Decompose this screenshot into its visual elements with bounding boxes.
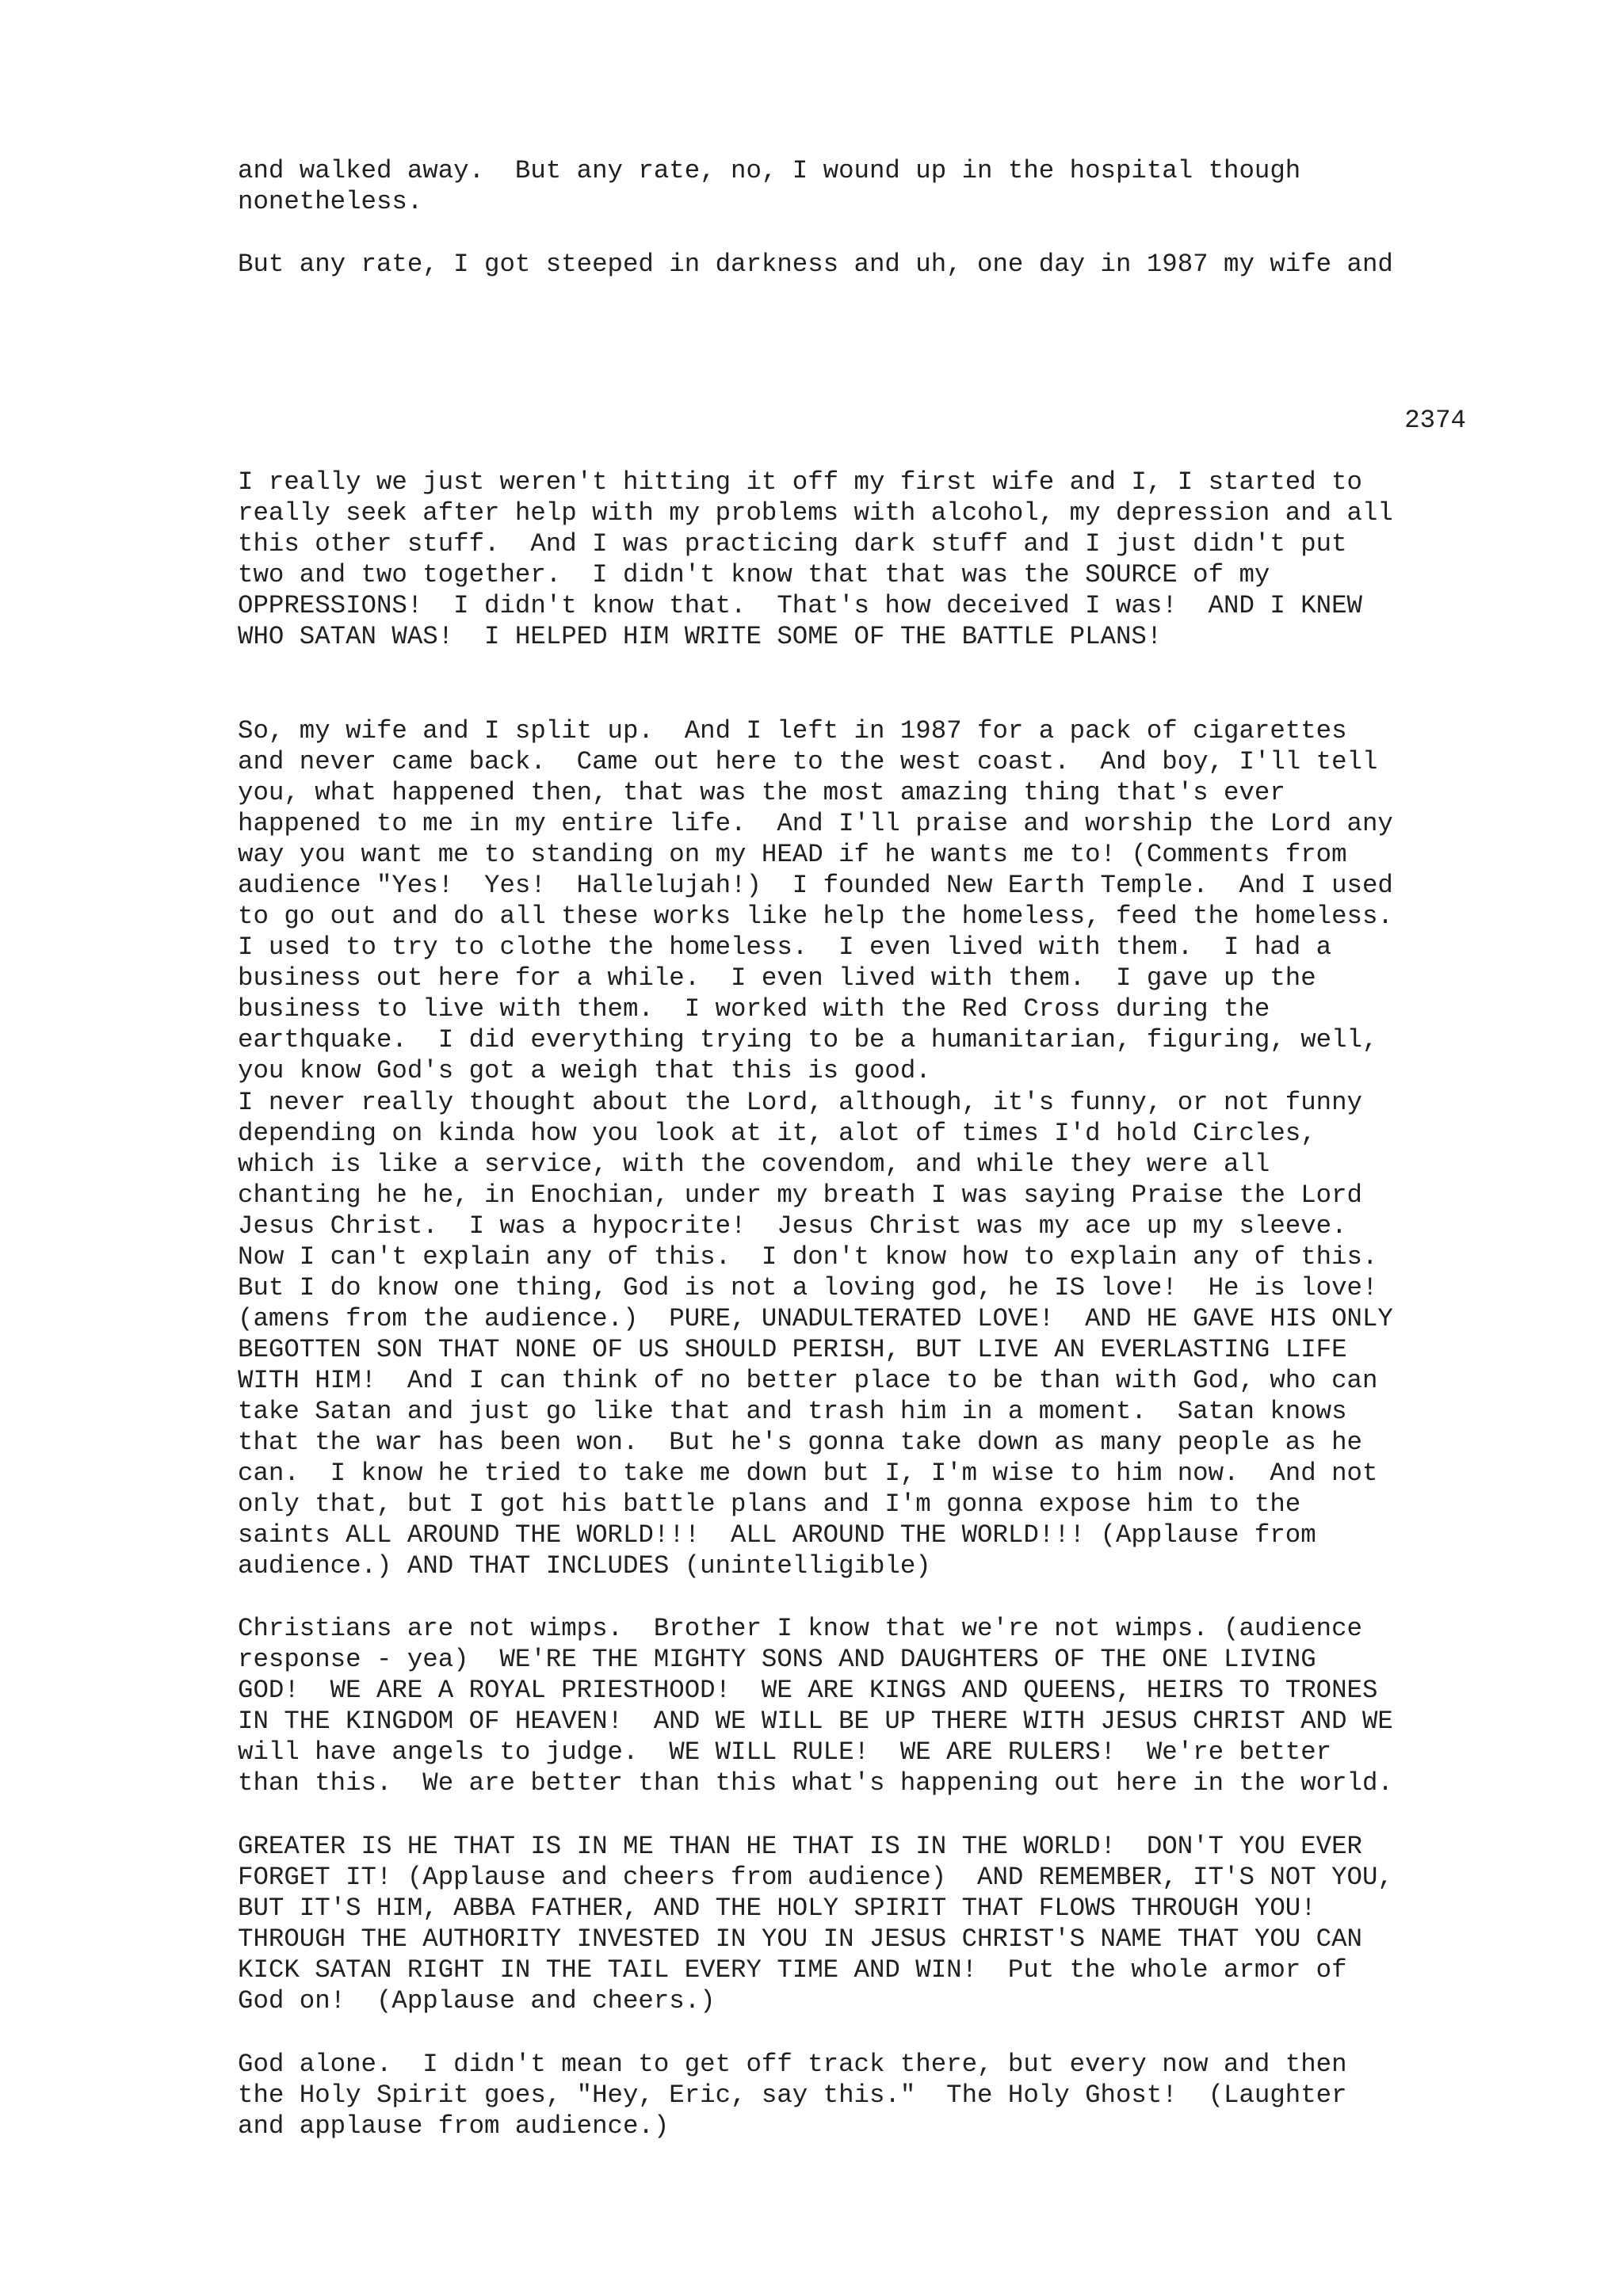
paragraph-circles: I never really thought about the Lord, although, it's funny, or not funny depending on kinda how you look at it, alot of times I'd hold Circles, which is like a service, with the covendom, and while they were all chanting he he, in Enochian, under my breath I was saying Praise the Lord Jesus Christ. I was a hypocrite! Jesus Christ was my ace up my sleeve. Now I can't explain any of this. I don't know how to explain any of this. But I do know one thing, God is not a loving god, he IS love! He is love! (amens from the audience.) PURE, UNADULTERATED LOVE! AND HE GAVE HIS ONLY BEGOTTEN SON THAT NONE OF US SHOULD PERISH, BUT LIVE AN EVERLASTING LIFE WITH HIM! And I can think of no better place to be than with God, who can take Satan and just go like that and trash him in a moment. Satan knows that the war has been won. But he's gonna take down as many people as he can. I know he tried to take me down but I, I'm wise to him now. And not only that, but I got his battle plans and I'm gonna expose him to the saints ALL AROUND THE WORLD!!! ALL AROUND THE WORLD!!! (Applause from audience.) AND THAT INCLUDES (unintelligible) — [238, 1088, 1393, 1581]
paragraph-first-wife: I really we just weren't hitting it off my first wife and I, I started to really seek after help with my problems with alcohol, my depression and all this other stuff. And I was practicing dark stuff and I just didn't put two and two together. I didn't know that that was the SOURCE of my OPPRESSIONS! I didn't know that. That's how deceived I was! AND I KNEW WHO SATAN WAS! I HELPED HIM WRITE SOME OF THE BATTLE PLANS! — [238, 467, 1393, 651]
paragraph-greater-is-he: GREATER IS HE THAT IS IN ME THAN HE THAT IS IN THE WORLD! DON'T YOU EVER FORGET IT! (Applause and cheers from audience) AND REMEMBER, IT'S NOT YOU, BUT IT'S HIM, ABBA FATHER, AND THE HOLY SPIRIT THAT FLOWS THROUGH YOU! THROUGH THE AUTHORITY INVESTED IN YOU IN JESUS CHRIST'S NAME THAT YOU CAN KICK SATAN RIGHT IN THE TAIL EVERY TIME AND WIN! Put the whole armor of God on! (Applause and cheers.) — [238, 1832, 1393, 2016]
paragraph-hospital: and walked away. But any rate, no, I wound up in the hospital though nonetheless. — [238, 156, 1301, 216]
page-number: 2374 — [1404, 406, 1466, 435]
paragraph-not-wimps: Christians are not wimps. Brother I know that we're not wimps. (audience response - yea) WE'RE THE MIGHTY SONS AND DAUGHTERS OF THE ONE LIVING GOD! WE ARE A ROYAL PRIESTHOOD! WE ARE KINGS AND QUEENS, HEIRS TO TRONES IN THE KINGDOM OF HEAVEN! AND WE WILL BE UP THERE WITH JESUS CHRIST AND WE will have angels to judge. WE WILL RULE! WE ARE RULERS! We're better than this. We are better than this what's happening out here in the world. — [238, 1614, 1393, 1798]
paragraph-darkness: But any rate, I got steeped in darkness and uh, one day in 1987 my wife and — [238, 250, 1393, 279]
paragraph-west-coast: So, my wife and I split up. And I left in 1987 for a pack of cigarettes and never came back. Came out here to the west coast. And boy, I'll tell you, what happened then, that was the most amazing thing that's ever happened to me in my entire life. And I'll praise and worship the Lord any way you want me to standing on my HEAD if he wants me to! (Comments from audience "Yes! Yes! Hallelujah!) I founded New Earth Temple. And I used to go out and do all these works like help the homeless, feed the homeless. I used to try to clothe the homeless. I even lived with them. I had a business out here for a while. I even lived with them. I gave up the business to live with them. I worked with the Red Cross during the earthquake. I did everything trying to be a humanitarian, figuring, well, you know God's got a weigh that this is good. — [238, 716, 1393, 1085]
paragraph-god-alone: God alone. I didn't mean to get off track there, but every now and then the Holy Spirit goes, "Hey, Eric, say this." The Holy Ghost! (Laughter and applause from audience.) — [238, 2050, 1347, 2141]
